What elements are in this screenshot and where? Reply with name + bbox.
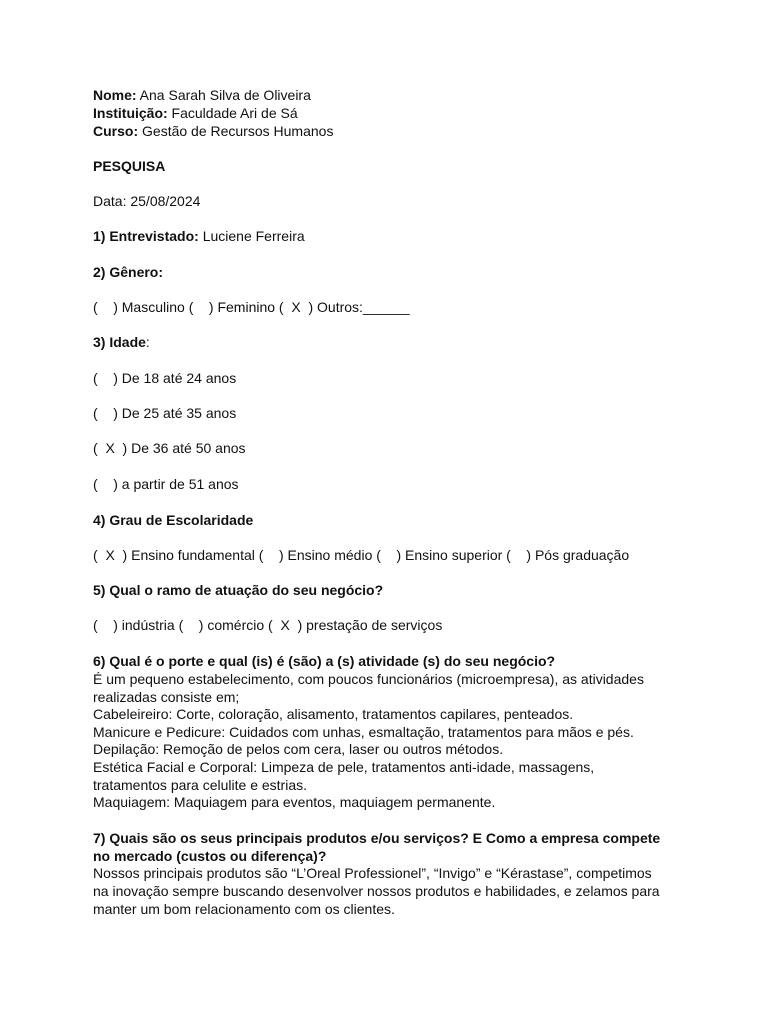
- q7-answer-line: manter um bom relacionamento com os clientes.: [93, 901, 395, 917]
- q6-answer-line: realizadas consiste em;: [93, 689, 240, 705]
- q6-answer-line: Estética Facial e Corporal: Limpeza de pele, tratamentos anti-idade, massagens,: [93, 759, 595, 775]
- q6-answer-line: Depilação: Remoção de pelos com cera, laser ou outros métodos.: [93, 741, 504, 757]
- institution-label: Instituição:: [93, 105, 168, 121]
- q3-question-line: [93, 333, 150, 351]
- q3-question: 3) Idade: [93, 334, 146, 350]
- q6-answer-line: Cabeleireiro: Corte, coloração, alisamento, tratamentos capilares, penteados.: [93, 706, 574, 722]
- q7-answer-line: Nossos principais produtos são “L’Oreal Professionel”, “Invigo” e “Kérastase”, competimos: [93, 865, 652, 881]
- course-label: Curso:: [93, 123, 139, 139]
- q2-question: 2) Gênero:: [93, 264, 164, 280]
- q4-question: 4) Grau de Escolaridade: [93, 512, 254, 528]
- course-line: [93, 122, 333, 140]
- q6-question: 6) Qual é o porte e qual (is) é (são) a (s) atividade (s) do seu negócio?: [93, 653, 556, 669]
- course-value: Gestão de Recursos Humanos: [138, 123, 334, 139]
- q3-option: ( ) a partir de 51 anos: [93, 476, 239, 492]
- document-title: PESQUISA: [93, 158, 166, 174]
- date-line: Data: 25/08/2024: [93, 193, 201, 209]
- q5-options: ( ) indústria ( ) comércio ( X ) prestação de serviços: [93, 617, 443, 633]
- q6-answer-line: É um pequeno estabelecimento, com poucos funcionários (microempresa), as atividades: [93, 671, 644, 687]
- q1-value: Luciene Ferreira: [198, 228, 305, 244]
- institution-value: Faculdade Ari de Sá: [167, 105, 298, 121]
- q3-option: ( ) De 25 até 35 anos: [93, 405, 237, 421]
- q1-label: 1) Entrevistado:: [93, 228, 199, 244]
- q6-answer-line: tratamentos para celulite e estrias.: [93, 777, 307, 793]
- q5-question: 5) Qual o ramo de atuação do seu negócio?: [93, 582, 384, 598]
- q2-options: ( ) Masculino ( ) Feminino ( X ) Outros:______: [93, 299, 410, 315]
- q1-line: [93, 227, 305, 245]
- q6-answer-line: Manicure e Pedicure: Cuidados com unhas, esmaltação, tratamentos para mãos e pés.: [93, 724, 634, 740]
- q7-question-line: no mercado (custos ou diferença)?: [93, 848, 327, 864]
- q7-question-line: 7) Quais são os seus principais produtos e/ou serviços? E Como a empresa compete: [93, 830, 661, 846]
- q7-answer-line: na inovação sempre buscando desenvolver nossos produtos e habilidades, e zelamos para: [93, 883, 660, 899]
- name-value: Ana Sarah Silva de Oliveira: [136, 87, 311, 103]
- name-label: Nome:: [93, 87, 137, 103]
- q6-answer-line: Maquiagem: Maquiagem para eventos, maquiagem permanente.: [93, 794, 496, 810]
- name-line: [93, 86, 311, 104]
- institution-line: [93, 104, 298, 122]
- q3-option: ( X ) De 36 até 50 anos: [93, 440, 246, 456]
- q3-question-suffix: :: [145, 334, 150, 350]
- q4-options: ( X ) Ensino fundamental ( ) Ensino médio ( ) Ensino superior ( ) Pós graduação: [93, 547, 630, 563]
- q3-option: ( ) De 18 até 24 anos: [93, 370, 237, 386]
